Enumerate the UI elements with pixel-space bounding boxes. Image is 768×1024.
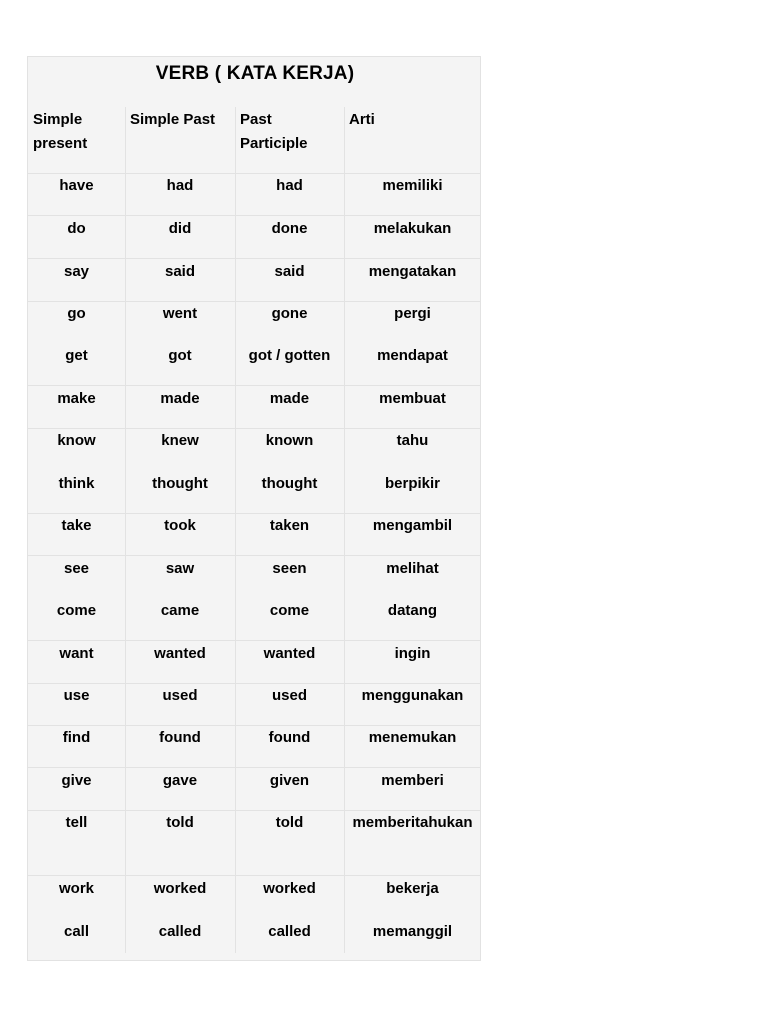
cell-arti: mengambil	[372, 517, 453, 534]
table-row	[28, 556, 482, 599]
cell-past-participle: thought	[261, 475, 318, 492]
row-divider	[28, 428, 480, 429]
row-divider	[28, 640, 480, 641]
cell-arti: memberi	[381, 772, 444, 789]
cell-simple-present: see	[63, 560, 90, 577]
row-divider	[28, 513, 480, 514]
row-divider	[28, 301, 480, 302]
row-divider	[28, 555, 480, 556]
cell-simple-present: call	[63, 923, 90, 940]
cell-simple-present: want	[59, 645, 94, 662]
cell-simple-present: make	[57, 390, 96, 407]
cell-arti: bekerja	[386, 880, 439, 897]
cell-simple-present: have	[59, 177, 94, 194]
header-simple-present: Simple present	[33, 111, 88, 152]
cell-simple-present: find	[62, 729, 91, 746]
header-simple-past: Simple Past	[130, 111, 216, 128]
cell-past-participle: gone	[271, 305, 308, 322]
header-past-participle: Past Participle	[240, 111, 308, 152]
cell-arti: melakukan	[373, 220, 452, 237]
table-row	[28, 216, 482, 259]
cell-arti: tahu	[396, 432, 429, 449]
table-title: VERB ( KATA KERJA)	[155, 63, 355, 84]
column-divider	[125, 107, 126, 953]
table-row	[28, 471, 482, 514]
cell-simple-past: told	[166, 814, 194, 831]
cell-simple-past: said	[164, 263, 195, 280]
cell-past-participle: said	[274, 263, 305, 280]
cell-simple-present: get	[65, 347, 88, 364]
cell-simple-past: thought	[152, 475, 208, 492]
cell-simple-past: made	[160, 390, 200, 407]
verb-table	[27, 56, 481, 961]
cell-past-participle: taken	[269, 517, 310, 534]
table-row	[28, 343, 482, 386]
cell-past-participle: wanted	[263, 645, 316, 662]
cell-simple-past: went	[162, 305, 198, 322]
cell-arti: menemukan	[368, 729, 457, 746]
cell-past-participle: done	[271, 220, 308, 237]
cell-arti: berpikir	[384, 475, 441, 492]
table-row	[28, 598, 482, 641]
table-row	[28, 919, 482, 962]
table-row	[28, 683, 482, 726]
cell-simple-past: had	[166, 177, 194, 194]
cell-past-participle: found	[268, 729, 311, 746]
cell-arti: melihat	[386, 560, 439, 577]
cell-simple-past: knew	[161, 432, 199, 449]
header-arti: Arti	[349, 111, 375, 128]
table-row	[28, 173, 482, 216]
cell-simple-past: called	[158, 923, 202, 940]
cell-past-participle: worked	[263, 880, 316, 897]
cell-simple-past: used	[162, 687, 198, 704]
cell-past-participle: seen	[272, 560, 307, 577]
cell-arti: membuat	[379, 390, 446, 407]
cell-past-participle: told	[275, 814, 304, 831]
cell-simple-past: gave	[162, 772, 198, 789]
table-row	[28, 513, 482, 556]
row-divider	[28, 725, 480, 726]
table-row	[28, 301, 482, 344]
table-row	[28, 386, 482, 429]
cell-past-participle: got / gotten	[248, 347, 331, 364]
cell-arti: mendapat	[377, 347, 448, 364]
cell-past-participle: come	[269, 602, 310, 619]
cell-simple-present: say	[63, 263, 90, 280]
cell-arti: mengatakan	[368, 263, 457, 280]
cell-past-participle: known	[265, 432, 314, 449]
table-row	[28, 641, 482, 684]
cell-arti: memberitahukan	[352, 814, 473, 831]
cell-arti: memiliki	[382, 177, 443, 194]
cell-simple-past: worked	[153, 880, 207, 897]
cell-simple-present: take	[61, 517, 92, 534]
column-divider	[235, 107, 236, 953]
cell-simple-present: go	[67, 305, 86, 322]
cell-arti: ingin	[394, 645, 431, 662]
cell-simple-present: use	[63, 687, 90, 704]
cell-simple-present: know	[57, 432, 96, 449]
column-divider	[344, 107, 345, 953]
row-divider	[28, 810, 480, 811]
row-divider	[28, 258, 480, 259]
table-row	[28, 876, 482, 919]
cell-past-participle: called	[268, 923, 311, 940]
header-row	[28, 107, 482, 173]
cell-arti: datang	[387, 602, 438, 619]
cell-arti: memanggil	[372, 923, 453, 940]
row-divider	[28, 385, 480, 386]
row-divider	[28, 215, 480, 216]
cell-simple-present: give	[61, 772, 92, 789]
row-divider	[28, 173, 480, 174]
cell-arti: menggunakan	[361, 687, 464, 704]
table-row	[28, 259, 482, 302]
cell-simple-present: do	[67, 220, 86, 237]
row-divider	[28, 683, 480, 684]
table-row	[28, 725, 482, 768]
cell-past-participle: made	[269, 390, 310, 407]
cell-simple-present: think	[58, 475, 95, 492]
row-divider	[28, 875, 480, 876]
cell-simple-present: work	[58, 880, 94, 897]
cell-simple-present: come	[56, 602, 97, 619]
cell-simple-past: took	[164, 517, 196, 534]
cell-simple-past: wanted	[154, 645, 206, 662]
cell-simple-past: saw	[165, 560, 195, 577]
cell-arti: pergi	[394, 305, 431, 322]
cell-past-participle: had	[276, 177, 303, 194]
cell-past-participle: given	[269, 772, 310, 789]
table-row	[28, 810, 482, 876]
table-row	[28, 428, 482, 471]
row-divider	[28, 767, 480, 768]
cell-simple-past: came	[160, 602, 200, 619]
cell-simple-past: got	[168, 347, 192, 364]
cell-simple-present: tell	[65, 814, 88, 831]
cell-past-participle: used	[271, 687, 307, 704]
cell-simple-past: found	[159, 729, 201, 746]
cell-simple-past: did	[168, 220, 192, 237]
table-row	[28, 768, 482, 811]
